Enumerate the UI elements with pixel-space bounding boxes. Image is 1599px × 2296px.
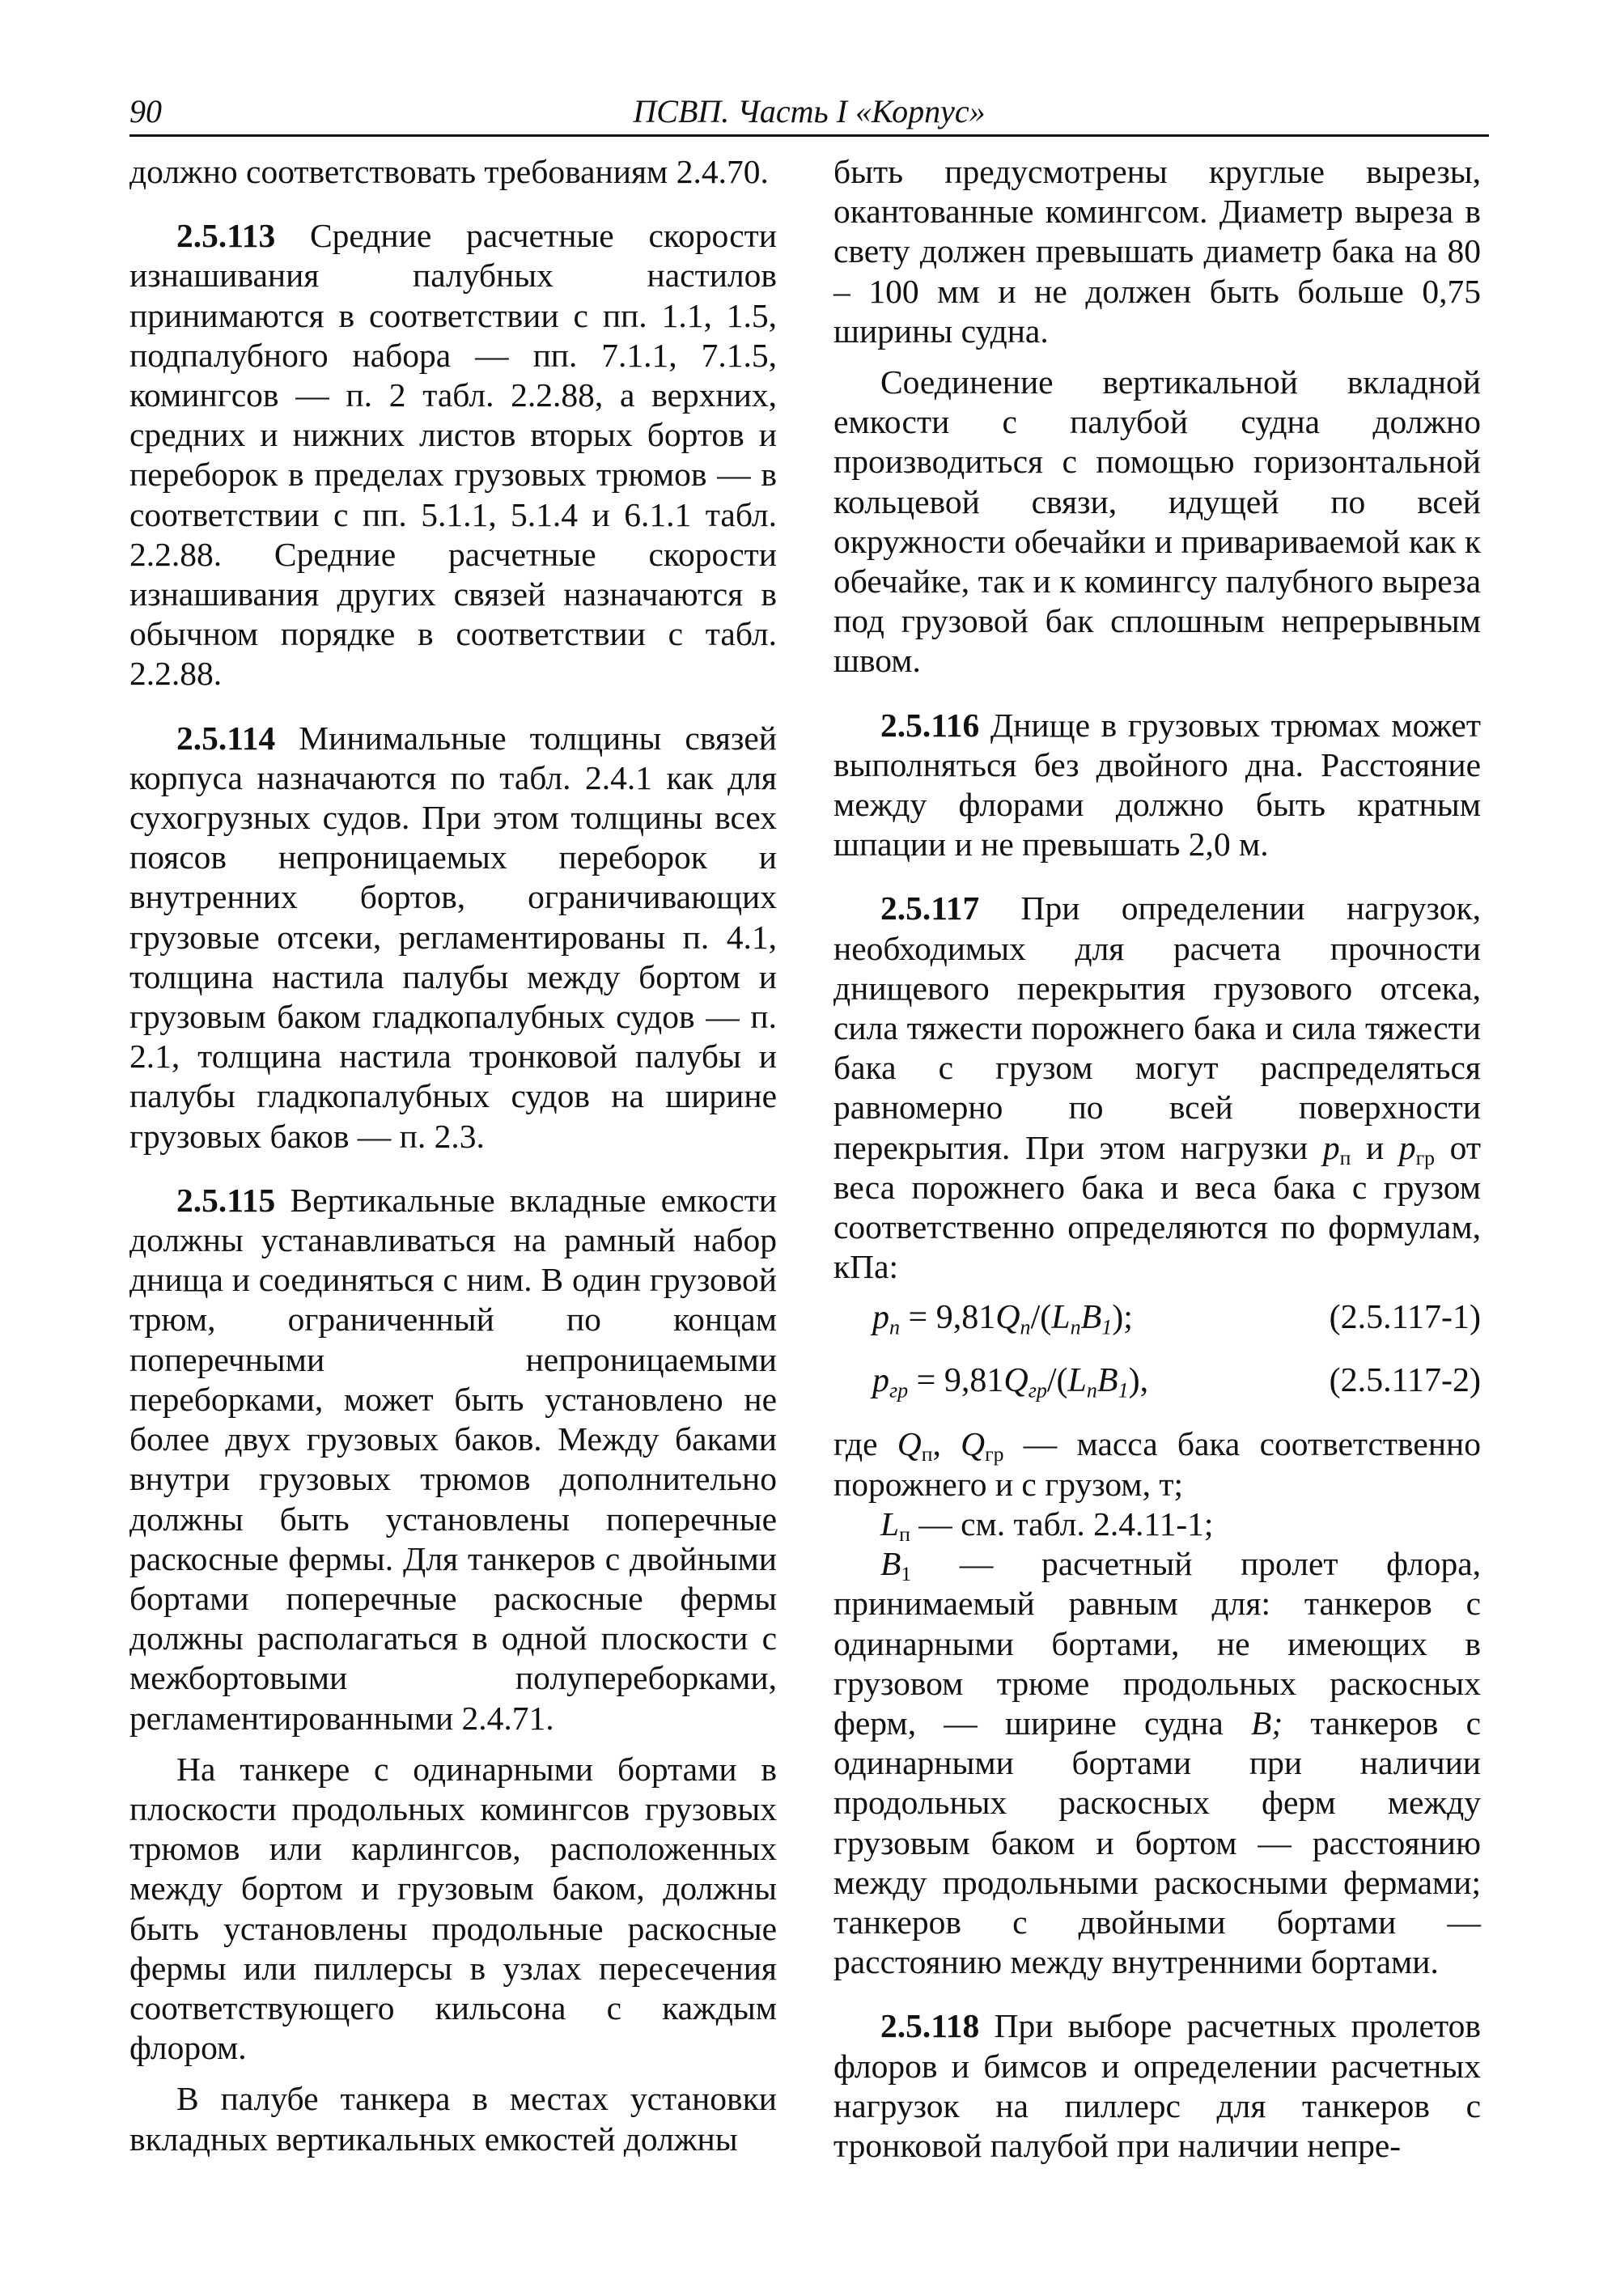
symbol-sub: п: [899, 1522, 910, 1547]
formula-subscript: 1: [1101, 1315, 1113, 1339]
header-rule: [129, 134, 1489, 137]
formula-operator: /(: [1046, 1362, 1068, 1400]
paragraph-deck-openings-end: быть предусмотрены круглые вырезы, окантованные комингсом. Диаметр выреза в свету должен превышать диаметр бака на 80 – 100 мм и не должен быть больше 0,75 ширины судна.: [833, 153, 1481, 350]
formula-operator: /(: [1030, 1299, 1052, 1337]
paragraph-continuation: должно соответствовать требованиям 2.4.70.: [129, 153, 769, 190]
equation-number: (2.5.117-1): [1329, 1299, 1481, 1337]
symbol-q: Q: [961, 1425, 986, 1463]
left-column: [129, 152, 777, 2159]
formula-expression: [872, 1298, 1133, 1338]
paragraph-single-hull: На танкере с одинарными бортами в плоскости продольных комингсов грузовых трюмов или карлингсов, расположенных между бортом и грузовым баком, должны быть установлены продольные раскосные фермы или пиллерсы в узлах пересечения соответствующего кильсона с каждым флором.: [129, 1750, 777, 2067]
formula-subscript: гр: [1028, 1378, 1047, 1403]
section-text: Средние расчетные скорости изнашивания палубных настилов принимаются в соответствии с пп. 1.1, 1.5, подпалубного набора — пп. 7.1.1, 7.1.5, комингсов — п. 2 табл. 2.2.88, а верхних, средних и нижних листов вторых бортов и переборок в пределах грузовых трюмов — в соответствии с пп. 5.1.1, 5.1.4 и 6.1.1 табл. 2.2.88. Средние расчетные скорости изнашивания других связей назначаются в обычном порядке в соответствии с табл. 2.2.88.: [129, 217, 777, 693]
section-text: от веса порожнего бака и веса бака с грузом соответственно определяются по формулам, кПа:: [833, 1128, 1482, 1286]
paragraph-connection: Соединение вертикальной вкладной емкости с палубой судна должно производиться с помощью горизонтальной кольцевой связи, идущей по всей окружности обечайки и привариваемой как к обечайке, так и к комингсу палубного выреза под грузовой бак сплошным непрерывным швом.: [833, 363, 1481, 680]
formula-symbol: L: [1067, 1362, 1087, 1400]
running-title: ПСВП. Часть I «Корпус»: [633, 93, 986, 129]
section-number: 2.5.114: [176, 719, 276, 757]
section-2-5-118: [833, 2006, 1481, 2166]
where-text: — масса бака соответственно порожнего и с грузом, т;: [833, 1425, 1481, 1503]
where-clause: [833, 1424, 1481, 1504]
section-number: 2.5.113: [176, 217, 276, 255]
section-2-5-113: [129, 216, 777, 694]
page-number: 90: [129, 93, 162, 129]
section-2-5-114: [129, 719, 777, 1156]
section-text: Минимальные толщины связей корпуса назначаются по табл. 2.4.1 как для сухогрузных судов. При этом толщины всех поясов непроницаемых переборок и внутренних бортов, ограничивающих грузовые отсеки, регламентированы п. 4.1, толщина настила палубы между бортом и грузовым баком гладкопалубных судов — п. 2.1, толщина настила тронковой палубы и палубы гладкопалубных судов на ширине грузовых баков — п. 2.3.: [129, 719, 777, 1155]
formula-subscript: гр: [889, 1378, 909, 1403]
symbol-sub: гр: [1415, 1145, 1436, 1169]
section-number: 2.5.117: [880, 889, 980, 927]
formula-expression: [872, 1361, 1148, 1401]
section-text: При выборе расчетных пролетов флоров и бимсов и определении расчетных нагрузок на пиллерс для танкеров с тронковой палубой при наличии непре-: [833, 2007, 1481, 2164]
formula-symbol: L: [1051, 1299, 1071, 1337]
section-2-5-117: [833, 889, 1481, 1287]
formula-symbol: p: [872, 1362, 889, 1400]
section-number: 2.5.116: [880, 706, 980, 744]
formula-2-5-117-2: [833, 1360, 1481, 1413]
definition-text: танкеров с одинарными бортами при наличии продольных раскосных ферм между грузовым баком и бортом — расстоянию между продольными раскосными фермами; танкеров с двойными бортами — расстоянию между внутренними бортами.: [833, 1704, 1481, 1981]
symbol-l: L: [880, 1504, 900, 1543]
formula-coefficient: = 9,81: [900, 1299, 996, 1337]
formula-subscript: п: [1020, 1315, 1031, 1339]
paragraph-deck-openings: В палубе танкера в местах установки вкладных вертикальных емкостей должны: [129, 2080, 777, 2158]
symbol-sub: п: [1339, 1145, 1351, 1169]
equation-number: (2.5.117-2): [1329, 1362, 1481, 1400]
section-text: и: [1351, 1128, 1399, 1166]
formula-operator: ),: [1128, 1362, 1149, 1400]
page-header: [129, 87, 1489, 133]
where-text: ,: [932, 1425, 961, 1463]
definition-b: [833, 1544, 1481, 1982]
right-column: [833, 152, 1481, 2166]
section-number: 2.5.118: [880, 2007, 980, 2045]
section-text: Днище в грузовых трюмах может выполняться без двойного дна. Расстояние между флорами должно быть кратным шпации и не превышать 2,0 м.: [833, 706, 1481, 864]
definition-l: [833, 1504, 1481, 1547]
formula-symbol: Q: [1003, 1362, 1029, 1400]
definition-text: — расчетный пролет флора, принимаемый равным для: танкеров с одинарными бортами, не имеющих в грузовом трюме продольных раскосных ферм, — ширине судна: [833, 1545, 1481, 1742]
formula-subscript: п: [889, 1315, 901, 1339]
formula-symbol: Q: [995, 1299, 1020, 1337]
section-text: При определении нагрузок, необходимых для расчета прочности днищевого перекрытия грузового отсека, сила тяжести порожнего бака и сила тяжести бака с грузом могут распределяться равномерно по всей поверхности перекрытия. При этом нагрузки: [833, 889, 1481, 1166]
formula-operator: );: [1112, 1299, 1133, 1337]
definition-text: — см. табл. 2.4.11-1;: [910, 1504, 1214, 1543]
formula-subscript: 1: [1118, 1378, 1129, 1403]
formula-subscript: п: [1086, 1378, 1097, 1403]
formula-symbol: p: [872, 1299, 889, 1337]
symbol-sub: гр: [985, 1442, 1004, 1466]
formula-2-5-117-1: [833, 1297, 1481, 1350]
section-2-5-115: [129, 1181, 777, 1738]
section-2-5-116: [833, 706, 1481, 865]
symbol-sub: 1: [901, 1562, 912, 1586]
section-number: 2.5.115: [176, 1181, 276, 1219]
symbol-p: p: [1398, 1128, 1416, 1166]
formula-subscript: п: [1070, 1315, 1081, 1339]
symbol-p: p: [1322, 1128, 1340, 1166]
symbol-q: Q: [897, 1425, 922, 1463]
symbol-sub: п: [921, 1442, 933, 1466]
section-text: Вертикальные вкладные емкости должны устанавливаться на рамный набор днища и соединяться с ним. В один грузовой трюм, ограниченный по концам поперечными непроницаемыми переборками, может быть установлено не более двух грузовых баков. Между баками внутри грузовых трюмов дополнительно должны быть установлены поперечные раскосные фермы. Для танкеров с двойными бортами поперечные раскосные фермы должны располагаться в одной плоскости с межбортовыми полупереборками, регламентированными 2.4.71.: [129, 1181, 777, 1737]
symbol-b: B: [880, 1545, 901, 1583]
formula-symbol: B: [1080, 1299, 1102, 1337]
formula-symbol: B: [1096, 1362, 1118, 1400]
where-text: где: [833, 1425, 897, 1463]
symbol-b: B;: [1251, 1704, 1283, 1742]
formula-coefficient: = 9,81: [908, 1362, 1004, 1400]
